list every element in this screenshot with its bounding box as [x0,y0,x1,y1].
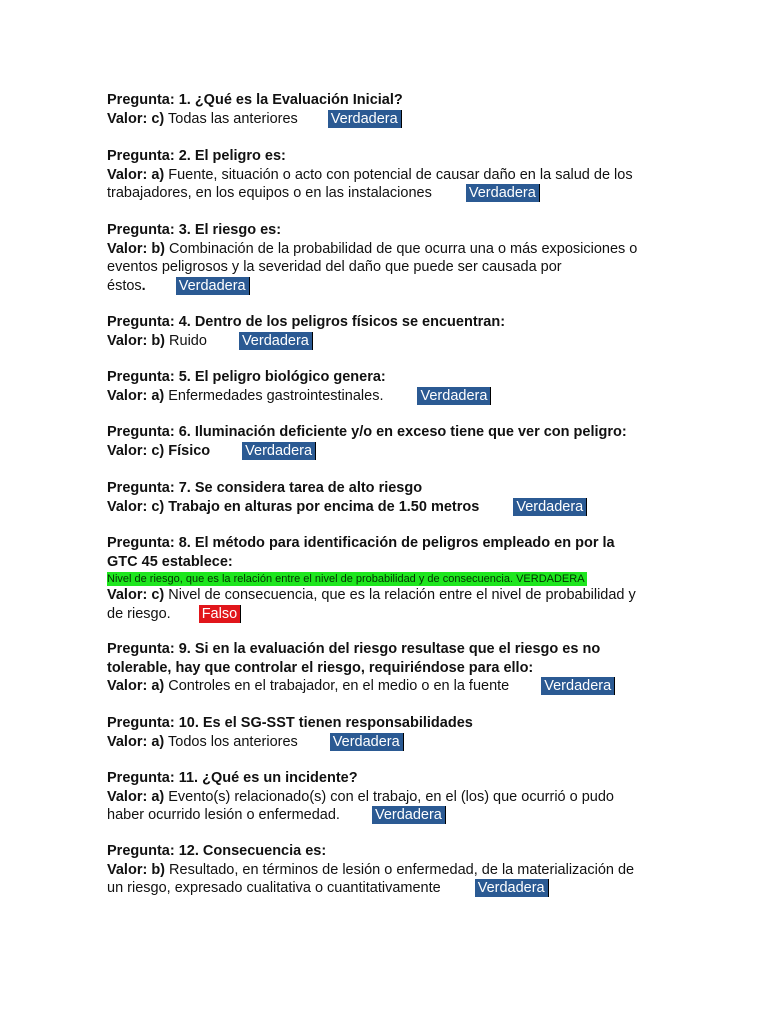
answer-label: Valor: [107,678,148,694]
true-badge: Verdadera [541,677,615,695]
true-badge: Verdadera [242,442,316,460]
question-label: Pregunta: [107,641,175,657]
true-badge: Verdadera [328,110,402,128]
answer-text: Ruido [169,332,207,349]
answer-option: c) [151,110,165,127]
question-11 [107,769,667,825]
question-label: Pregunta: [107,770,175,786]
answer-period: . [141,277,146,294]
answer-option: b) [151,240,166,257]
answer-label: Valor: [107,332,148,349]
answer-option: c) [151,587,165,603]
answer-label: Valor: [107,498,148,515]
highlighted-correct-answer: Nivel de riesgo, que es la relación entre el nivel de probabilidad y de consecuencia. VERDADERA [107,573,585,585]
true-badge: Verdadera [513,498,587,516]
answer-text: Todas las anteriores [168,110,298,127]
answer-label: Valor: [107,387,148,404]
answer-option: a) [151,733,165,750]
answer-text: Fuente, situación o acto con potencial de causar daño en la salud de los [168,166,633,183]
answer-text: Combinación de la probabilidad de que ocurra una o más exposiciones o [169,240,638,257]
answer-option: a) [151,788,165,805]
question-10 [107,714,667,751]
question-4 [107,313,667,350]
answer-text-end: éstos [107,277,142,294]
question-label: Pregunta: [107,369,175,385]
question-label: Pregunta: [107,148,175,164]
answer-text: Evento(s) relacionado(s) con el trabajo, en el (los) que ocurrió o pudo [168,788,614,805]
answer-text: Enfermedades gastrointestinales. [168,387,384,404]
true-badge: Verdadera [466,184,540,202]
answer-option: b) [151,332,166,349]
question-text: 3. El riesgo es: [178,222,282,238]
question-text: 7. Se considera tarea de alto riesgo [178,480,423,496]
question-12 [107,842,667,898]
answer-label: Valor: [107,788,148,805]
answer-label: Valor: [107,166,148,183]
question-text: 12. Consecuencia es: [178,843,327,859]
true-badge: Verdadera [176,277,250,295]
answer-text-cont: eventos peligrosos y la severidad del daño que puede ser causada por [107,259,562,275]
answer-text-cont: un riesgo, expresado cualitativa o cuantitativamente [107,880,441,896]
answer-text-cont: haber ocurrido lesión o enfermedad. [107,807,340,823]
question-label: Pregunta: [107,843,175,859]
answer-label: Valor: [107,733,148,750]
question-text: 11. ¿Qué es un incidente? [178,770,358,786]
question-3 [107,221,667,295]
question-2 [107,147,667,203]
answer-text-cont: de riesgo. [107,605,171,622]
answer-option: a) [151,678,165,694]
answer-label: Valor: [107,442,148,459]
question-7 [107,479,667,516]
question-text-cont: GTC 45 establece: [107,553,233,570]
answer-text: Nivel de consecuencia, que es la relación entre el nivel de probabilidad y [168,587,636,603]
question-text: 8. El método para identificación de peligros empleado en por la [178,535,615,551]
answer-option: c) Físico [151,442,211,459]
answer-label: Valor: [107,587,148,603]
question-label: Pregunta: [107,480,175,496]
answer-option: b) [151,861,166,878]
true-badge: Verdadera [239,332,313,350]
question-text: 4. Dentro de los peligros físicos se encuentran: [178,314,506,330]
question-label: Pregunta: [107,92,175,108]
answer-label: Valor: [107,110,148,127]
question-text: 5. El peligro biológico genera: [178,369,386,385]
true-badge: Verdadera [330,733,404,751]
answer-option: a) [151,387,165,404]
question-label: Pregunta: [107,535,175,551]
question-9 [107,640,667,696]
question-text: 10. Es el SG-SST tienen responsabilidades [178,715,473,731]
question-text-cont: tolerable, hay que controlar el riesgo, requiriéndose para ello: [107,659,534,676]
true-badge: Verdadera [372,806,446,824]
answer-option: c) Trabajo en alturas por encima de 1.50 metros [151,498,480,515]
question-text: 9. Si en la evaluación del riesgo resultase que el riesgo es no [178,641,601,657]
answer-text: Todos los anteriores [168,733,298,750]
question-text: 1. ¿Qué es la Evaluación Inicial? [178,92,403,108]
answer-text-cont: trabajadores, en los equipos o en las instalaciones [107,185,432,201]
question-label: Pregunta: [107,314,175,330]
question-8 [107,534,667,623]
question-label: Pregunta: [107,222,175,238]
true-badge: Verdadera [475,879,549,897]
question-6 [107,423,667,460]
answer-text: Controles en el trabajador, en el medio o en la fuente [168,678,510,694]
answer-label: Valor: [107,240,148,257]
question-label: Pregunta: [107,715,175,731]
false-badge: Falso [199,605,241,623]
question-5 [107,368,667,405]
answer-text: Resultado, en términos de lesión o enfermedad, de la materialización de [169,861,635,878]
true-badge: Verdadera [417,387,491,405]
answer-option: a) [151,166,165,183]
question-label: Pregunta: [107,424,175,440]
question-text: 2. El peligro es: [178,148,286,164]
question-1 [107,91,667,128]
question-text: 6. Iluminación deficiente y/o en exceso tiene que ver con peligro: [178,424,627,440]
answer-label: Valor: [107,861,148,878]
